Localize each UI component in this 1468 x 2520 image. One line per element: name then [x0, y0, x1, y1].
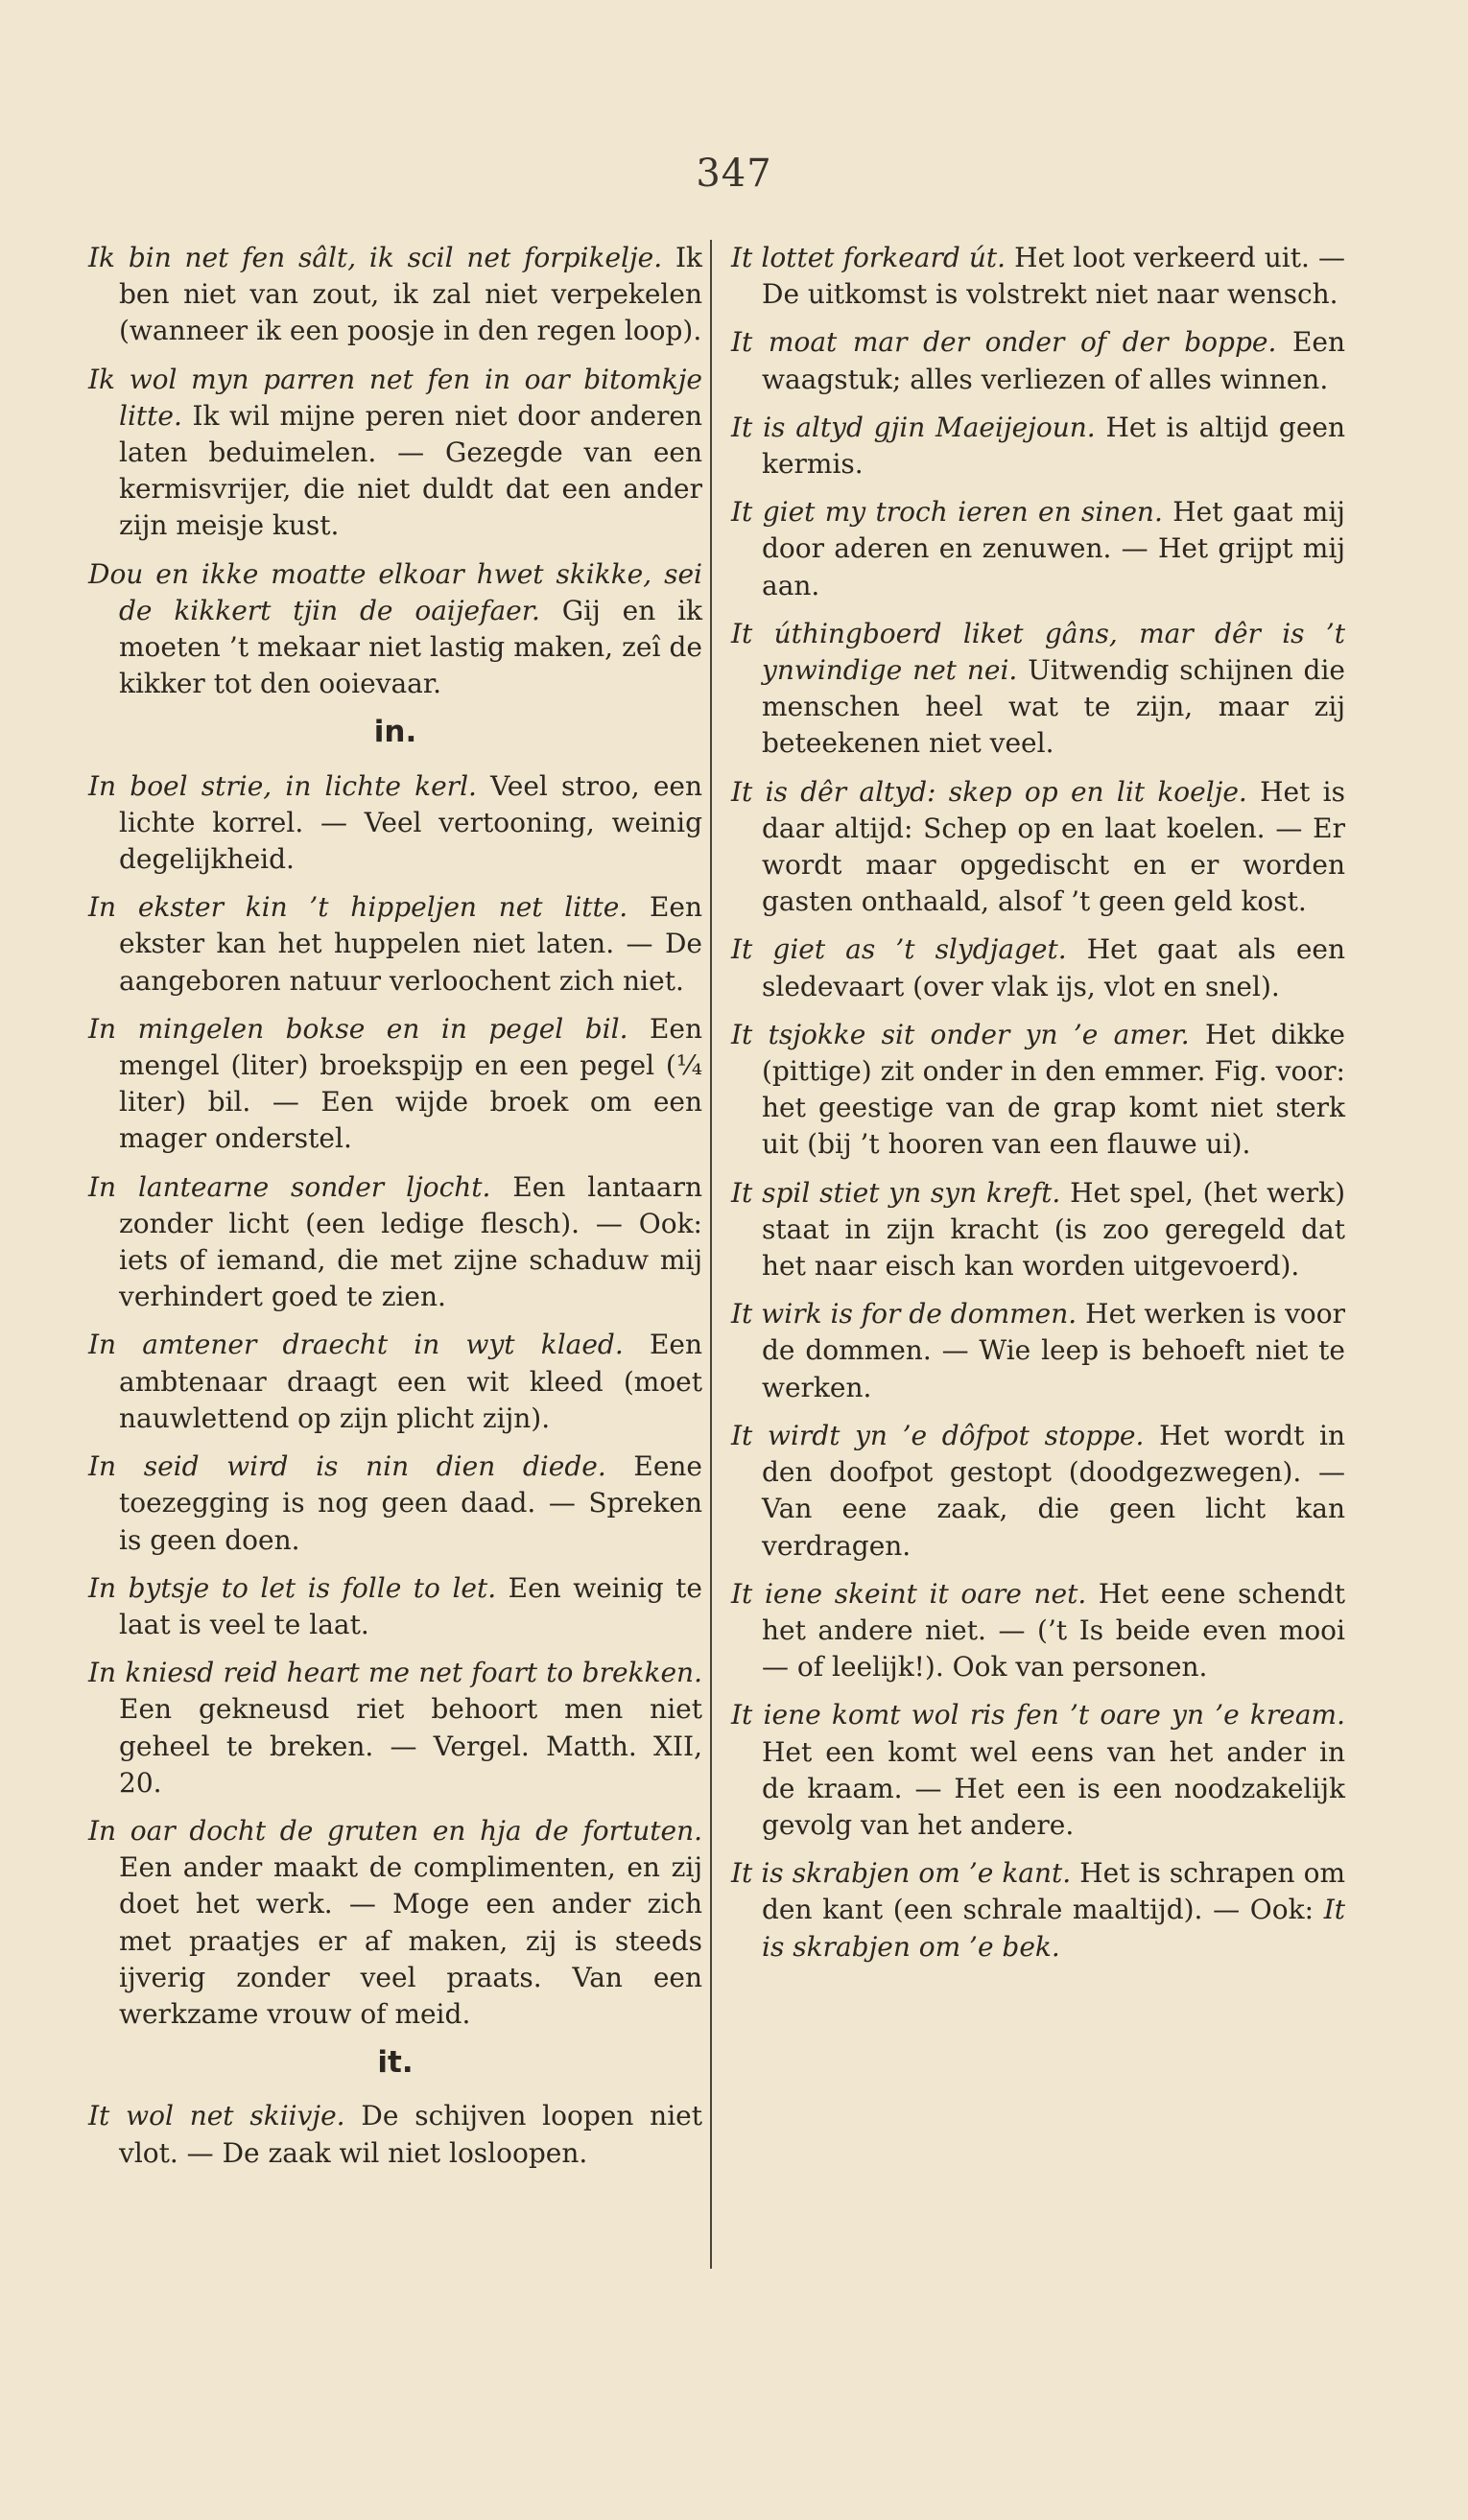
dutch-translation: Een gekneusd riet behoort men niet geheel te breken. — Vergel. Matth. XII, 20.	[119, 1693, 702, 1799]
frisian-proverb: It lottet forkeard út.	[731, 242, 1006, 273]
frisian-proverb: It iene komt wol ris fen ’t oare yn ’e kream.	[731, 1699, 1345, 1731]
proverb-entry	[731, 1855, 1345, 1966]
frisian-proverb: In lantearne sonder ljocht.	[88, 1170, 491, 1203]
dutch-translation: Het eene schendt het andere niet. — (’t Is beide even mooi — of leelijk!). Ook van personen.	[762, 1577, 1345, 1684]
dutch-translation: Het spel, (het werk) staat in zijn kracht (is zoo geregeld dat het naar eisch kan worden uitgevoerd).	[762, 1176, 1345, 1283]
proverb-entry	[731, 1697, 1345, 1844]
proverb-entry	[731, 931, 1345, 1004]
proverb-entry	[88, 1327, 702, 1437]
dutch-translation: Ik ben niet van zout, ik zal niet verpekelen (wanneer ik een poosje in den regen loop).	[119, 242, 702, 347]
frisian-proverb: In amtener draecht in wyt klaed.	[88, 1329, 624, 1361]
dutch-translation: Het een komt wel eens van het ander in de kraam. — Het een is een noodzakelijk gevolg van het andere.	[762, 1735, 1345, 1841]
dutch-translation: Uitwendig schijnen die menschen heel wat te zijn, maar zij beteekenen niet veel.	[762, 654, 1346, 760]
frisian-proverb: In seid wird is nin dien diede.	[88, 1450, 606, 1483]
frisian-proverb-variant: It is skrabjen om ’e bek.	[762, 1894, 1345, 1963]
proverb-entry	[731, 240, 1345, 313]
page-number: 347	[696, 152, 772, 196]
dutch-translation: Een waagstuk; alles verliezen of alles winnen.	[762, 326, 1345, 395]
dutch-translation: Het dikke (pittige) zit onder in den emmer. Fig. voor: het geestige van de grap komt niet sterk uit (bij ’t hooren van een flauwe ui).	[762, 1018, 1345, 1161]
proverb-entry	[731, 1175, 1345, 1285]
proverb-entry	[88, 2098, 702, 2171]
dutch-translation: Een weinig te laat is veel te laat.	[119, 1571, 702, 1640]
proverb-entry	[88, 889, 702, 1000]
frisian-proverb: Ik bin net fen sâlt, ik scil net forpikelje.	[88, 242, 663, 273]
dutch-translation: Het is daar altijd: Schep op en laat koelen. — Er wordt maar opgedischt en er worden gasten onthaald, alsof ’t geen geld kost.	[762, 775, 1345, 918]
section-heading: it.	[377, 2045, 414, 2081]
proverb-entry	[731, 1296, 1345, 1406]
frisian-proverb: It giet my troch ieren en sinen.	[731, 496, 1163, 529]
frisian-proverb: It wirk is for de dommen.	[731, 1298, 1077, 1331]
frisian-proverb: In mingelen bokse en in pegel bil.	[88, 1012, 628, 1045]
dutch-translation: Ik wil mijne peren niet door anderen laten beduimelen. — Gezegde van een kermisvrijer, die niet duldt dat een ander zijn meisje kust.	[119, 399, 702, 542]
proverb-entry	[88, 1813, 702, 2033]
dutch-translation: Het is altijd geen kermis.	[762, 411, 1345, 481]
frisian-proverb: Dou en ikke moatte elkoar hwet skikke, sei de kikkert tjin de oaijefaer.	[88, 557, 702, 626]
dutch-translation: Eene toezegging is nog geen daad. — Spreken is geen doen.	[119, 1450, 703, 1556]
dutch-translation: Een lantaarn zonder licht (een ledige flesch). — Ook: iets of iemand, die met zijne schaduw mij verhindert goed te zien.	[119, 1170, 702, 1313]
proverb-entry	[88, 1570, 702, 1643]
frisian-proverb: Ik wol myn parren net fen in oar bitomkje litte.	[88, 363, 702, 432]
frisian-proverb: It is skrabjen om ’e kant.	[731, 1857, 1072, 1890]
column-divider	[710, 240, 712, 2269]
proverb-entry	[88, 240, 702, 350]
frisian-proverb: It wol net skiivje.	[88, 2100, 345, 2132]
dutch-translation: Het gaat mij door aderen en zenuwen. — Het grijpt mij aan.	[762, 496, 1345, 601]
proverb-entry	[731, 494, 1345, 604]
frisian-proverb: It spil stiet yn syn kreft.	[731, 1176, 1061, 1209]
proverb-entry	[731, 774, 1345, 921]
frisian-proverb: It is dêr altyd: skep op en lit koelje.	[731, 775, 1247, 808]
dutch-translation: Het werken is voor de dommen. — Wie leep is behoeft niet te werken.	[762, 1298, 1345, 1403]
left-column	[88, 240, 702, 2183]
proverb-entry	[731, 1576, 1345, 1686]
proverb-entry	[731, 1418, 1345, 1565]
dutch-translation: Een ambtenaar draagt een wit kleed (moet nauwlettend op zijn plicht zijn).	[119, 1329, 702, 1434]
frisian-proverb: In boel strie, in lichte kerl.	[88, 769, 477, 802]
dutch-translation: Het is schrapen om den kant (een schrale maaltijd). — Ook:	[762, 1857, 1345, 1926]
proverb-entry	[88, 768, 702, 879]
frisian-proverb: It tsjokke sit onder yn ’e amer.	[731, 1018, 1190, 1050]
frisian-proverb: In ekster kin ’t hippeljen net litte.	[88, 891, 628, 924]
proverb-entry	[88, 556, 702, 703]
proverb-entry	[88, 1169, 702, 1316]
dutch-translation: Het loot verkeerd uit. — De uitkomst is volstrekt niet naar wensch.	[762, 242, 1346, 311]
dutch-translation: Gij en ik moeten ’t mekaar niet lastig maken, zeî de kikker tot den ooievaar.	[119, 594, 702, 700]
proverb-entry	[731, 324, 1345, 397]
dutch-translation: Een ekster kan het huppelen niet laten. — De aangeboren natuur verloochent zich niet.	[119, 891, 702, 997]
frisian-proverb: It úthingboerd liket gâns, mar dêr is ’t ynwindige net nei.	[731, 617, 1345, 687]
frisian-proverb: It is altyd gjin Maeijejoun.	[731, 411, 1096, 443]
frisian-proverb: It moat mar der onder of der boppe.	[731, 326, 1277, 359]
proverb-entry	[88, 1011, 702, 1158]
right-column	[731, 240, 1345, 1977]
proverb-entry	[731, 410, 1345, 483]
frisian-proverb: In oar docht de gruten en hja de fortuten.	[88, 1814, 702, 1847]
frisian-proverb: It wirdt yn ’e dôfpot stoppe.	[731, 1419, 1145, 1451]
dutch-translation: Het wordt in den doofpot gestopt (doodgezwegen). — Van eene zaak, die geen licht kan verdragen.	[762, 1419, 1345, 1562]
dutch-translation: Een mengel (liter) broekspijp en een pegel (¼ liter) bil. — Een wijde broek om een mager onderstel.	[119, 1012, 702, 1155]
frisian-proverb: In bytsje to let is folle to let.	[88, 1571, 497, 1604]
frisian-proverb: In kniesd reid heart me net foart to brekken.	[88, 1657, 702, 1689]
dutch-translation: Veel stroo, een lichte korrel. — Veel vertooning, weinig degelijkheid.	[119, 769, 703, 876]
proverb-entry	[88, 1448, 702, 1559]
section-heading: in.	[373, 715, 417, 750]
dutch-translation: Het gaat als een sledevaart (over vlak ijs, vlot en snel).	[762, 933, 1345, 1002]
proverb-entry	[731, 616, 1345, 763]
frisian-proverb: It iene skeint it oare net.	[731, 1577, 1087, 1610]
dutch-translation: Een ander maakt de complimenten, en zij doet het werk. — Moge een ander zich met praatjes er af maken, zij is steeds ijverig zonder veel praats. Van een werkzame vrouw of meid.	[119, 1851, 702, 2030]
proverb-entry	[88, 362, 702, 545]
dutch-translation: De schijven loopen niet vlot. — De zaak wil niet losloopen.	[119, 2100, 702, 2169]
proverb-entry	[731, 1017, 1345, 1164]
frisian-proverb: It giet as ’t slydjaget.	[731, 933, 1067, 966]
proverb-entry	[88, 1655, 702, 1802]
